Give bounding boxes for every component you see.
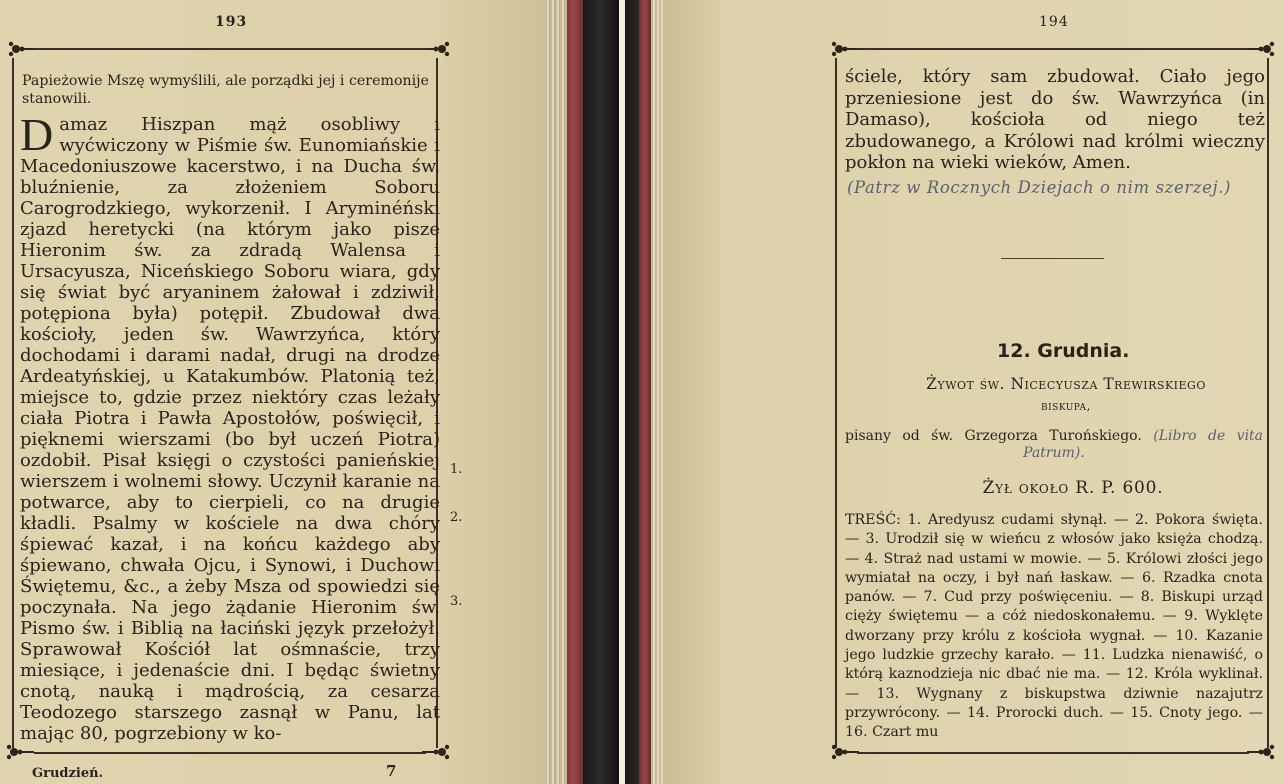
- drop-cap: D: [20, 109, 54, 160]
- page-edges-left: [545, 0, 567, 784]
- page-number: 193: [215, 14, 248, 30]
- corner-ornament-icon: [1247, 743, 1275, 761]
- author-text: pisany od św. Grzegorza Turońskiego.: [845, 428, 1142, 444]
- corner-ornament-icon: [831, 743, 859, 761]
- corner-ornament-icon: [8, 40, 36, 58]
- body-paragraph: amaz Hiszpan mąż osobliwy i wyćwiczony w Piśmie św. Eunomiańskie i Macedoniuszowe kacerstwo, i na Ducha św. bluźnienie, za złożeniem Soboru Carogrodzkiego, wykorzenił. I Aryminéński zjazd heretycki (na którym jako pisze Hieronim św. za zdradą Walensa i Ursacyusza, Niceńskiego Soboru wiara, gdy się świat być aryaninem żałował i zdziwił, potępiona była) potępił. Zbudował dwa kościoły, jeden św. Wawrzyńca, który dochodami i darami nadał, drugi na drodze Ardeatyńskiej, u Katakumbów. Platonią też, miejsce to, gdzie przez niektóry czas leżały ciała Piotra i Pawła Apostołów, poświęcił, i pięknemi wierszami (bo był uczeń Piotra) ozdobił. Pisał księgi o czystości panieńskiej wierszem i wolnemi słowy. Uczynił karanie na potwarce, aby to cierpieli, co na drugie kładli. Psalmy w kościele na dwa chóry śpiewać kazał, i na końcu każdego aby śpiewano, chwała Ojcu, i Synowi, i Duchowi Świętemu, &c., a żeby Msza od spowiedzi się poczynała. Na jego żądanie Hieronim św. Pismo św. i Biblią na łaciński język przełożył. Sprawował Kościół lat ośmnaście, trzy miesiące, i jedenaście dni. I będąc świetny cnotą, nauką i mądrością, za cesarza Teodozego starszego zasnął w Panu, lat mając 80, pogrzebiony w ko-: [20, 114, 440, 744]
- lived-line: Żył około R. P. 600.: [982, 478, 1164, 498]
- right-rule: [1267, 58, 1269, 748]
- corner-ornament-icon: [1247, 40, 1275, 58]
- binding-red-edge: [639, 0, 651, 784]
- reference-note: (Patrz w Rocznych Dziejach o nim szerzej.): [847, 178, 1232, 197]
- author-source: (Libro de vita Patrum).: [1023, 428, 1264, 461]
- binding-red-edge: [567, 0, 583, 784]
- corner-ornament-icon: [422, 743, 450, 761]
- footer-signature-number: 7: [386, 762, 397, 780]
- section-divider: [1001, 258, 1104, 259]
- contents-summary: TREŚĆ: 1. Aredyusz cudami słynął. — 2. Pokora święta. — 3. Urodził się w wieńcu z włosów jako księża chodzą. — 4. Straż nad ustami w mowie. — 5. Królowi złości jego wymiatał na oczy, i był nań łaskaw. — 6. Rzadka cnota panów. — 7. Cud przy poświęceniu. — 8. Biskupi urząd cięży świętemu — a cóż niedoskonałemu. — 9. Wyklęte dworzany przy królu z kościoła wygnał. — 10. Kazanie jego ludzkie grzechy karało. — 11. Ludzka nienawiść, o którą kaznodzieja nic dbać nie ma. — 12. Króla wyklinał. — 13. Wygnany z biskupstwa dziwnie nazajutrz przywrócony. — 14. Prorocki duch. — 15. Cnoty jego. — 16. Czart mu: [845, 512, 1263, 741]
- body-text: [20, 109, 440, 744]
- margin-number: 1.: [450, 462, 463, 477]
- corner-ornament-icon: [422, 40, 450, 58]
- intro-text: Papieżowie Mszę wymyślili, ale porządki jej i ceremonije stanowili.: [22, 73, 429, 107]
- life-title-main: Żywot św. Nicecyusza Trewirskiego: [926, 375, 1206, 393]
- date-heading: 12. Grudnia.: [997, 340, 1130, 362]
- binding-spine-dark: [625, 0, 639, 784]
- bottom-rule: [34, 752, 426, 754]
- bottom-rule: [857, 752, 1249, 754]
- page-edges-right: [651, 0, 663, 784]
- page-number: 194: [1039, 14, 1069, 30]
- margin-number: 2.: [450, 510, 463, 525]
- top-rule: [857, 48, 1249, 50]
- author-line: [845, 428, 1263, 462]
- corner-ornament-icon: [831, 40, 859, 58]
- left-rule: [835, 58, 837, 748]
- binding-spine-dark: [583, 0, 619, 784]
- footer-signature-label: Grudzień.: [32, 766, 104, 781]
- life-title: [871, 373, 1261, 417]
- life-title-sub: biskupa,: [1040, 398, 1092, 413]
- top-rule: [34, 48, 426, 50]
- margin-number: 3.: [450, 594, 463, 609]
- corner-ornament-icon: [6, 743, 34, 761]
- right-page: [663, 0, 1284, 784]
- body-text: ściele, który sam zbudował. Ciało jego przeniesione jest do św. Wawrzyńca (in Damaso), kościoła od niego też zbudowanego, a Królowi nad królmi wieczny pokłon na wieki wieków, Amen.: [845, 66, 1265, 173]
- left-rule: [12, 58, 14, 748]
- left-page: [0, 0, 545, 784]
